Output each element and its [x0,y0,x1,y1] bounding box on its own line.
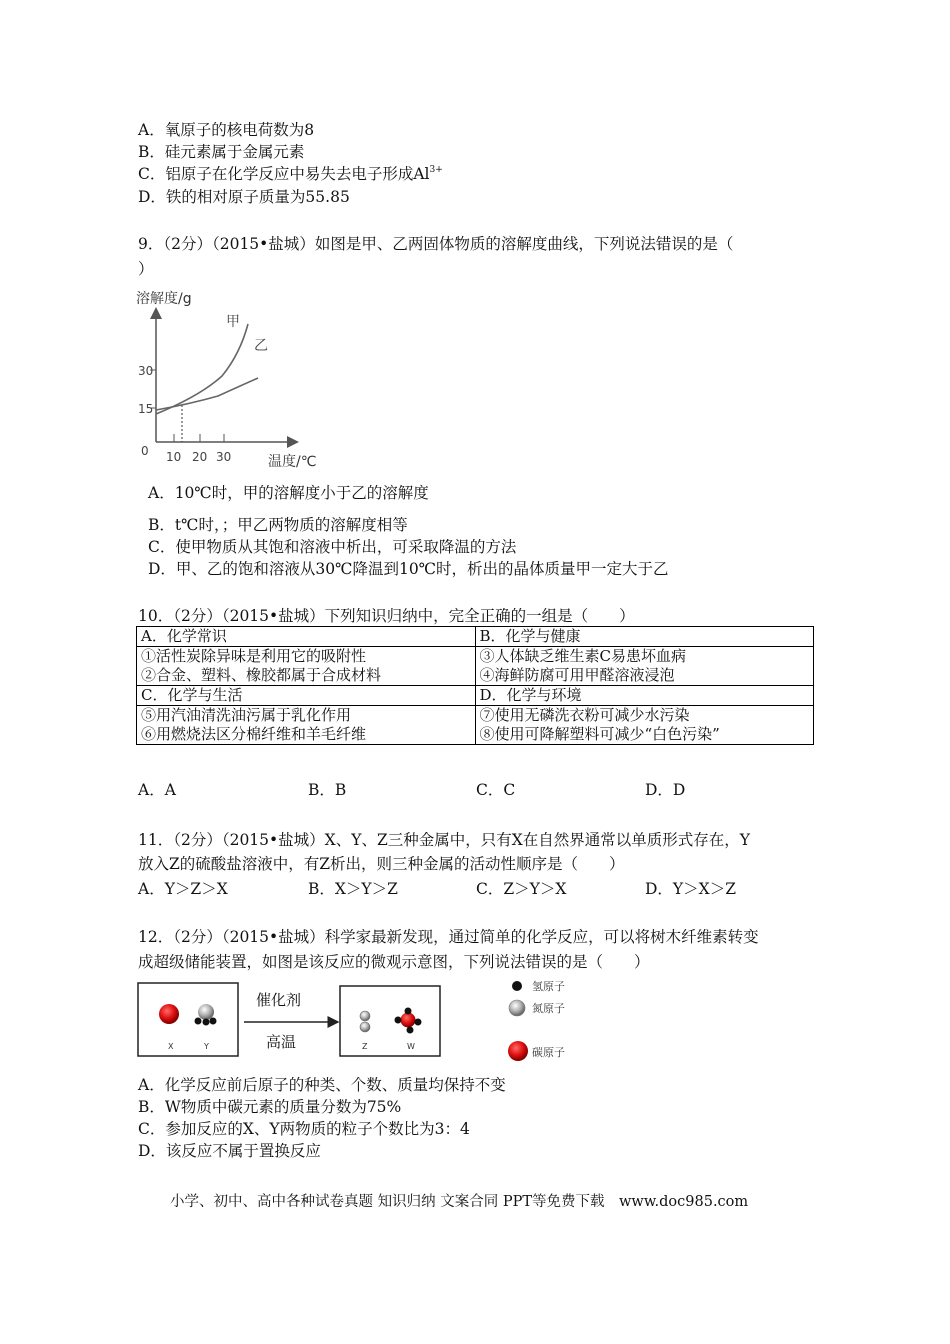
x-carbon-atom [159,1004,179,1024]
q12-stem-line2: 成超级储能装置，如图是该反应的微观示意图，下列说法错误的是（ ） [138,953,650,971]
table-b-item1: ③人体缺乏维生素C易患坏血病 [479,647,686,665]
q8-option-d: D．铁的相对原子质量为55.85 [138,188,350,206]
reaction-diagram [134,975,584,1065]
catalyst-label: 催化剂 [256,991,302,1009]
legend-nitrogen-atom [509,1000,525,1016]
z-label: Z [362,1042,368,1051]
table-cell-c-head: C．化学与生活 [137,686,476,706]
table-cell-d-head: D．化学与环境 [475,686,814,706]
q12-option-d: D．该反应不属于置换反应 [138,1142,321,1160]
q9-stem-line1: 9．（2分）（2015•盐城）如图是甲、乙两固体物质的溶解度曲线，下列说法错误的是（ [138,235,734,253]
q9-option-c: C．使甲物质从其饱和溶液中析出，可采取降温的方法 [148,538,517,556]
q12-option-c: C．参加反应的X、Y两物质的粒子个数比为3：4 [138,1120,470,1138]
q12-option-a: A．化学反应前后原子的种类、个数、质量均保持不变 [138,1076,506,1094]
x-tick-10: 10 [166,450,182,464]
y-ammonia-molecule [195,1004,217,1026]
table-cell-b-head: B．化学与健康 [475,627,814,647]
q8-option-c-superscript: 3+ [429,165,443,175]
x-axis-label: 温度/℃ [268,454,317,470]
q8-option-c [138,162,443,184]
q11-stem-line1: 11．（2分）（2015•盐城）X、Y、Z三种金属中，只有X在自然界通常以单质形式存在，Y [138,831,750,849]
q11-option-c: C．Z＞Y＞X [476,880,567,898]
q10-option-a: A．A [138,781,176,799]
table-d-item1: ⑦使用无磷洗衣粉可减少水污染 [479,706,690,724]
y-tick-30: 30 [138,364,154,378]
table-c-item2: ⑥用燃烧法区分棉纤维和羊毛纤维 [141,725,367,743]
q11-option-b: B．X＞Y＞Z [308,880,398,898]
y-axis-label: 溶解度/g [136,291,192,307]
table-cell-b-items [475,647,814,686]
q11-stem-line2: 放入Z的硫酸盐溶液中，有Z析出，则三种金属的活动性顺序是（ ） [138,855,625,873]
x-tick-30: 30 [216,450,232,464]
q9-option-a: A．10℃时，甲的溶解度小于乙的溶解度 [148,484,429,502]
q11-option-d: D．Y＞X＞Z [645,880,736,898]
table-cell-a-head: A．化学常识 [137,627,476,647]
y-label: Y [204,1042,209,1051]
origin-label: 0 [141,444,149,458]
products-box [340,986,440,1056]
q8-option-a: A．氧原子的核电荷数为8 [138,121,315,139]
q9-option-d: D．甲、乙的饱和溶液从30℃降温到10℃时，析出的晶体质量甲一定大于乙 [148,560,669,578]
q10-option-b: B．B [308,781,347,799]
q10-stem: 10．（2分）（2015•盐城）下列知识归纳中，完全正确的一组是（ ） [138,607,635,625]
table-b-item2: ④海鲜防腐可用甲醛溶液浸泡 [479,666,675,684]
q12-option-b: B．W物质中碳元素的质量分数为75% [138,1098,402,1116]
table-a-item1: ①活性炭除异味是利用它的吸附性 [141,647,367,665]
legend-carbon-atom [508,1041,528,1061]
legend-carbon-label: 碳原子 [532,1046,565,1059]
footer-text: 小学、初中、高中各种试卷真题 知识归纳 文案合同 PPT等免费下载 www.doc985.com [170,1194,749,1210]
w-methane-molecule [395,1008,422,1034]
table-cell-a-items [137,647,476,686]
reactants-box [138,983,238,1056]
condition-label: 高温 [266,1033,297,1051]
q12-stem-line1: 12．（2分）（2015•盐城）科学家最新发现，通过简单的化学反应，可以将树木纤维素转变 [138,928,759,946]
q9-stem-line2: ） [138,260,154,278]
legend-nitrogen-label: 氮原子 [532,1002,565,1015]
solubility-chart [130,284,330,474]
x-tick-20: 20 [192,450,208,464]
y-tick-15: 15 [138,402,154,416]
q10-option-d: D．D [645,781,686,799]
legend-hydrogen-atom [512,981,522,991]
table-d-item2: ⑧使用可降解塑料可减少“白色污染” [479,725,720,743]
q8-option-c-text: C．铝原子在化学反应中易失去电子形成Al [138,165,430,183]
q9-option-b: B．t℃时，；甲乙两物质的溶解度相等 [148,516,408,534]
curve-jia-label: 甲 [226,314,240,330]
legend-hydrogen-label: 氢原子 [532,980,565,993]
q11-option-a: A．Y＞Z＞X [138,880,228,898]
curve-yi [156,378,258,410]
table-c-item1: ⑤用汽油清洗油污属于乳化作用 [141,706,352,724]
q8-option-b: B．硅元素属于金属元素 [138,143,305,161]
z-nitrogen-molecule [360,1011,370,1032]
table-cell-d-items [475,706,814,745]
table-cell-c-items [137,706,476,745]
q10-option-c: C．C [476,781,516,799]
x-label: X [168,1042,174,1051]
table-a-item2: ②合金、塑料、橡胶都属于合成材料 [141,666,382,684]
curve-yi-label: 乙 [254,338,268,354]
knowledge-table [136,626,814,745]
w-label: W [407,1042,415,1051]
